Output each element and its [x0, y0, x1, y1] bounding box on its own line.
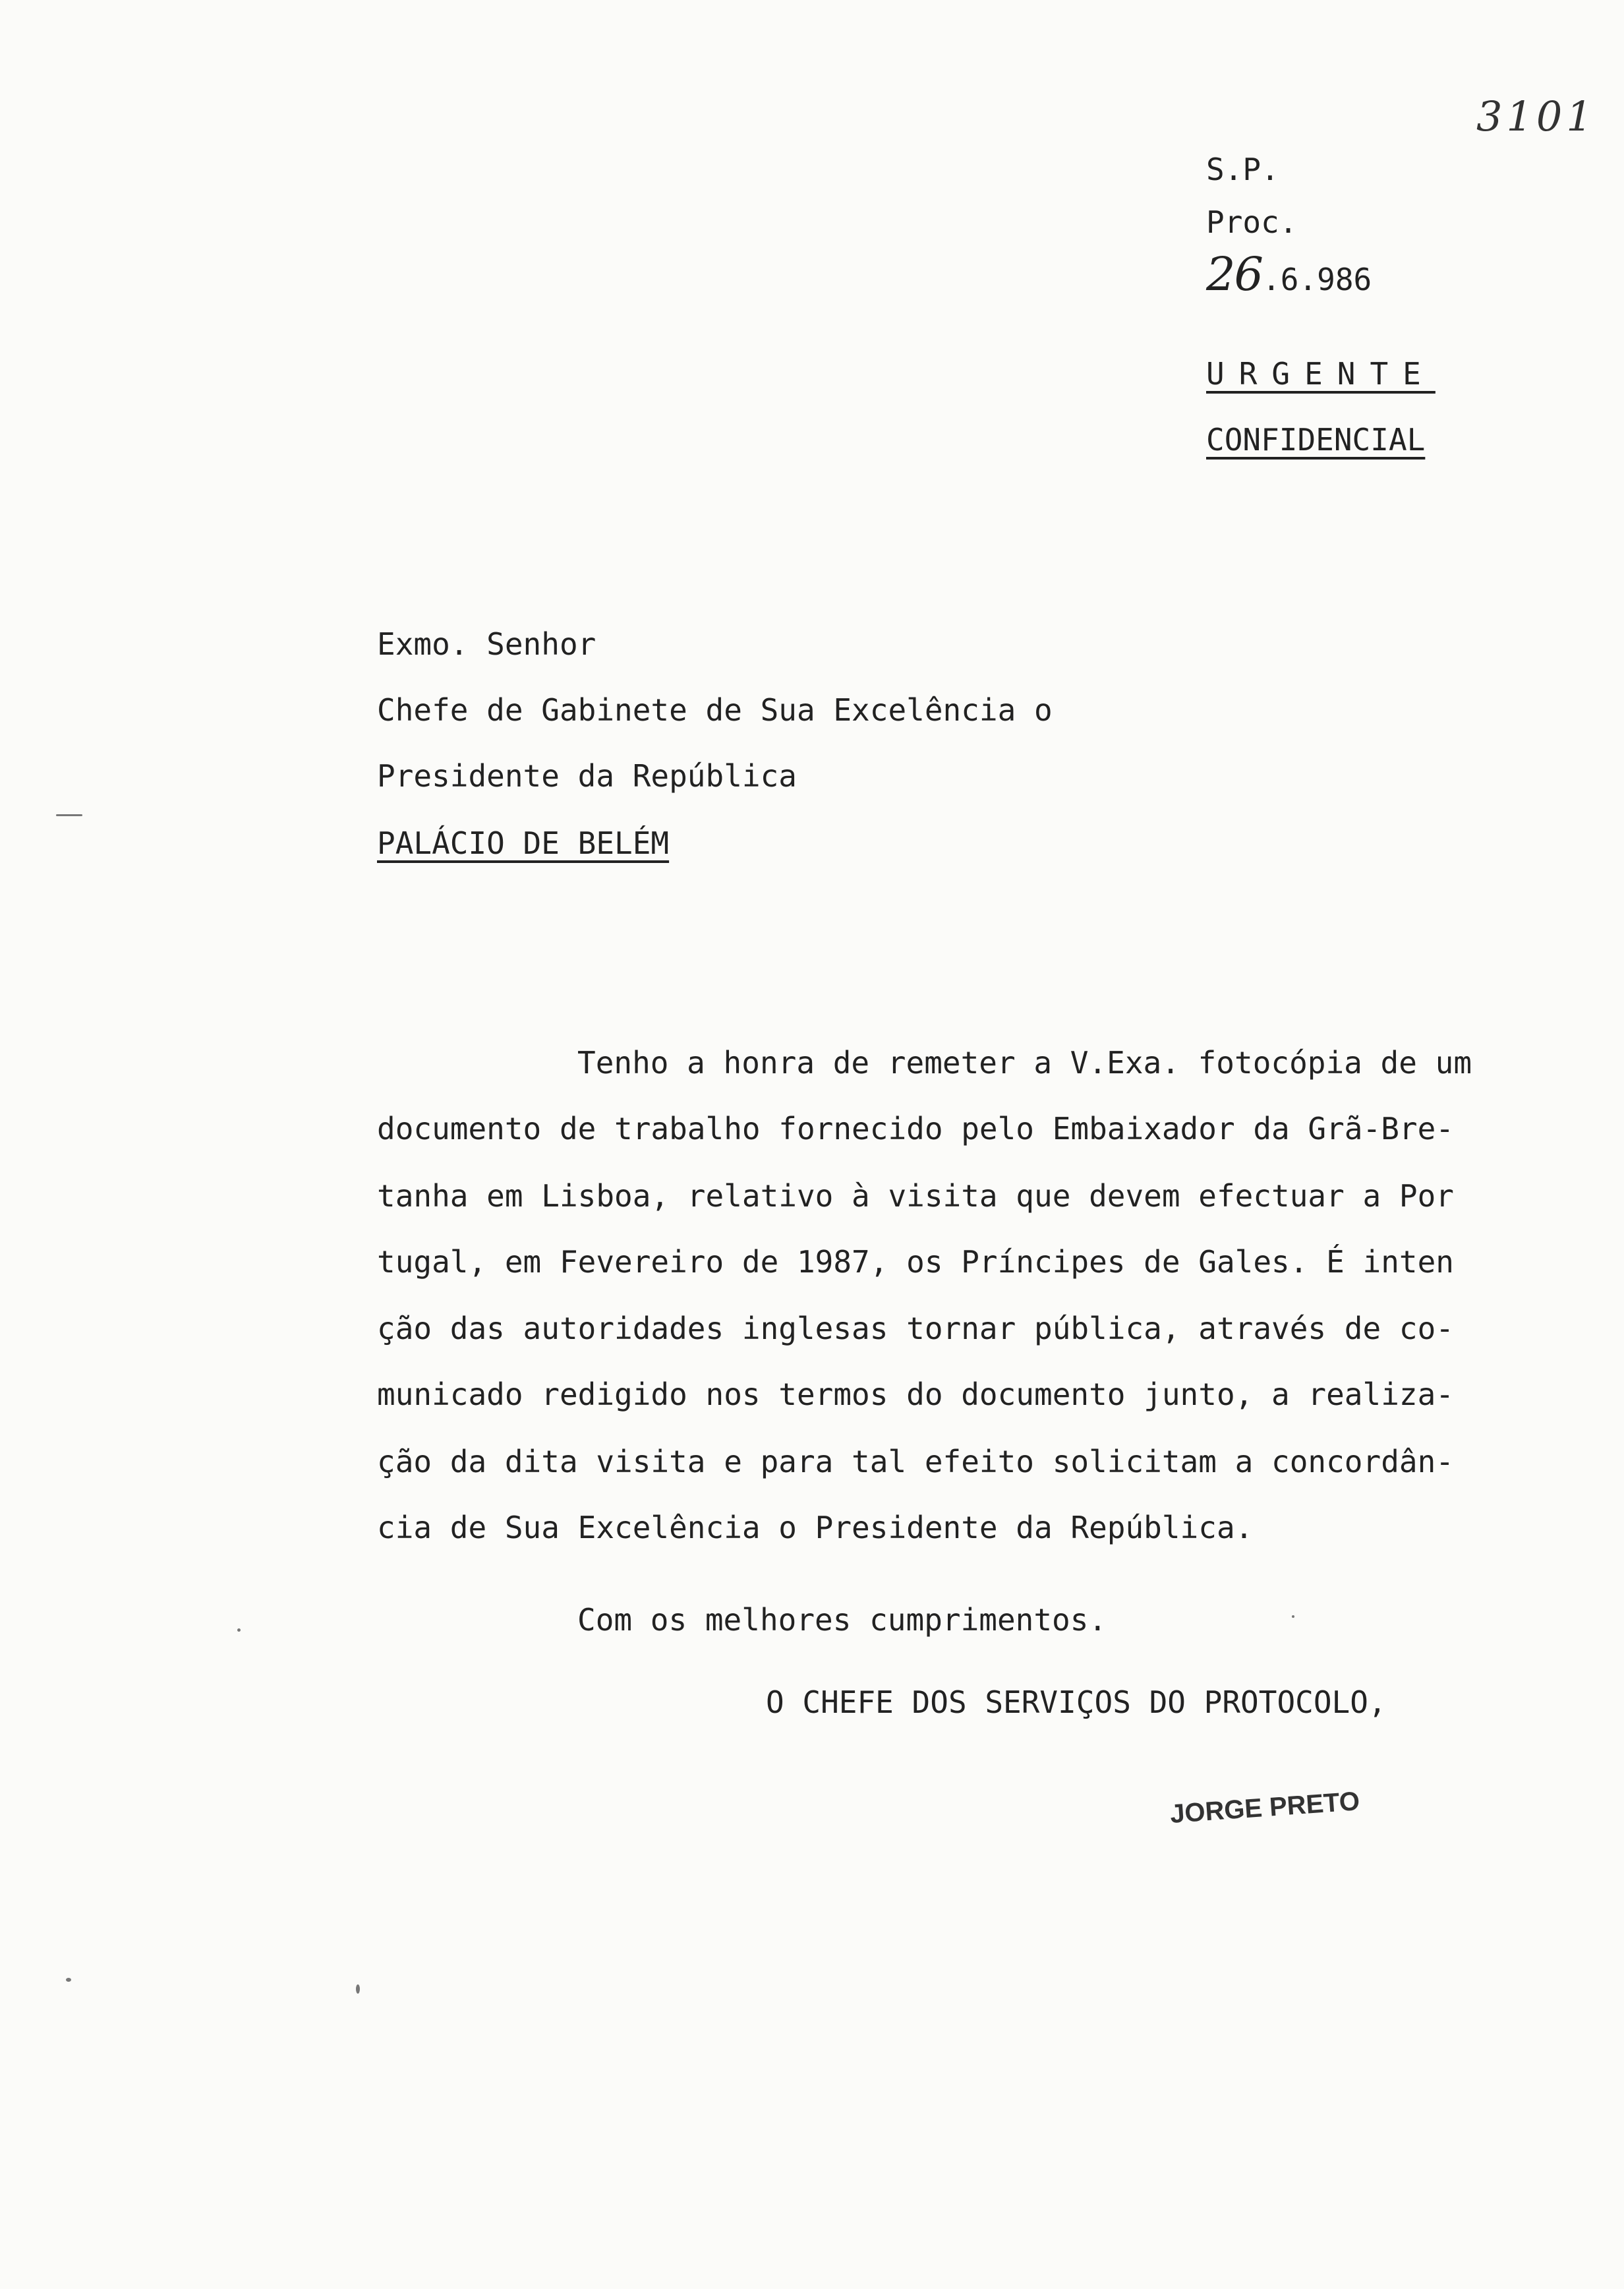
- body-line: documento de trabalho fornecido pelo Embaixador da Grã-Bre-: [377, 1111, 1454, 1146]
- date-rest: .6.986: [1262, 262, 1372, 297]
- urgent-marking: URGENTE: [1206, 356, 1436, 392]
- body-line: ção da dita visita e para tal efeito solicitam a concordân-: [377, 1444, 1454, 1479]
- scan-speck: [356, 1984, 360, 1994]
- reference-date: [1206, 247, 1372, 301]
- confidential-marking: CONFIDENCIAL: [1206, 422, 1426, 458]
- signer-title: O CHEFE DOS SERVIÇOS DO PROTOCOLO,: [766, 1684, 1387, 1720]
- body-line: ção das autoridades inglesas tornar pública, através de co-: [377, 1311, 1454, 1346]
- page-number: 3101: [1476, 92, 1596, 140]
- body-line: cia de Sua Excelência o Presidente da República.: [377, 1510, 1254, 1545]
- handwritten-day: 26: [1206, 247, 1263, 301]
- body-line: Tenho a honra de remeter a V.Exa. fotocópia de um: [577, 1045, 1472, 1081]
- scan-speck: [66, 1978, 71, 1982]
- scan-speck: [1292, 1615, 1294, 1618]
- reference-sp: S.P.: [1206, 152, 1279, 187]
- body-line: tugal, em Fevereiro de 1987, os Príncipes de Gales. É inten: [377, 1244, 1454, 1280]
- body-line: tanha em Lisboa, relativo à visita que devem efectuar a Por: [377, 1178, 1454, 1214]
- closing-remark: Com os melhores cumprimentos.: [577, 1602, 1107, 1638]
- addressee-location: PALÁCIO DE BELÉM: [377, 825, 670, 861]
- reference-proc: Proc.: [1206, 204, 1298, 240]
- body-line: municado redigido nos termos do documento junto, a realiza-: [377, 1377, 1454, 1412]
- addressee-title: Chefe de Gabinete de Sua Excelência o: [377, 692, 1053, 728]
- scan-speck: [56, 814, 82, 816]
- addressee-title-cont: Presidente da República: [377, 758, 797, 794]
- scan-speck: [237, 1628, 241, 1632]
- addressee-salutation: Exmo. Senhor: [377, 626, 596, 662]
- signature-stamp: JORGE PRETO: [1169, 1787, 1361, 1829]
